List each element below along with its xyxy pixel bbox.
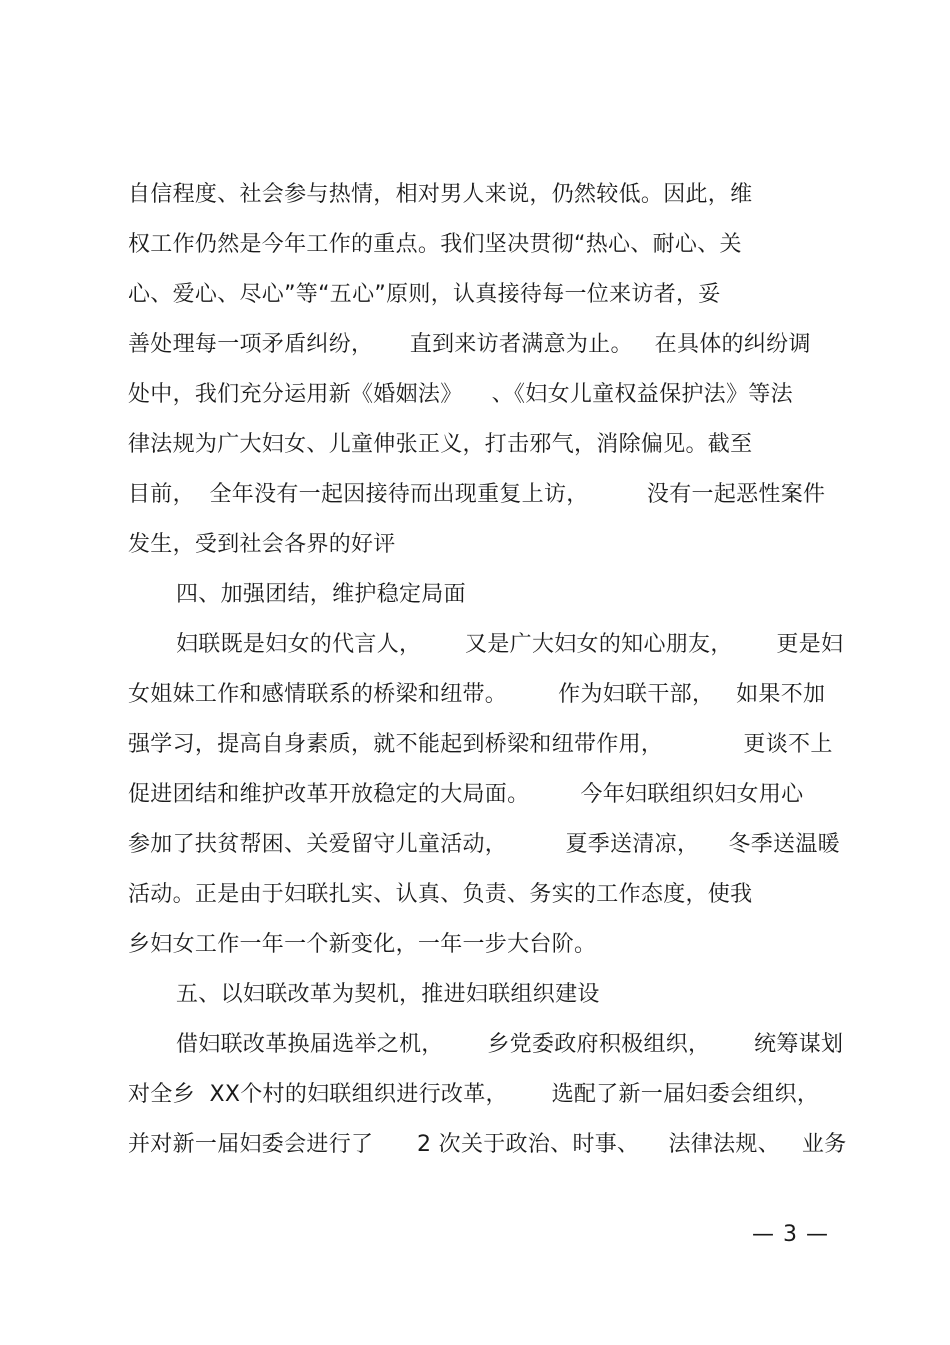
body-text-line: 发生，受到社会各界的好评 xyxy=(128,532,396,557)
body-text-line: 权工作仍然是今年工作的重点。我们坚决贯彻“热心、耐心、关 xyxy=(128,232,742,257)
body-text-line: 自信程度、社会参与热情，相对男人来说，仍然较低。因此，维 xyxy=(128,182,753,207)
page-number: — 3 — xyxy=(752,1222,829,1247)
body-text-line: 借妇联改革换届选举之机， 乡党委政府积极组织， 统筹谋划 xyxy=(176,1032,844,1057)
body-text-line: 促进团结和维护改革开放稳定的大局面。 今年妇联组织妇女用心 xyxy=(128,782,804,807)
section-heading: 五、以妇联改革为契机，推进妇联组织建设 xyxy=(176,982,600,1007)
body-text-line: 参加了扶贫帮困、关爱留守儿童活动， 夏季送清凉， 冬季送温暖 xyxy=(128,832,840,857)
section-heading: 四、加强团结，维护稳定局面 xyxy=(176,582,466,607)
body-text-line: 目前， 全年没有一起因接待而出现重复上访， 没有一起恶性案件 xyxy=(128,482,826,507)
body-text-line: 并对新一届妇委会进行了 2 次关于政治、时事、 法律法规、 业务 xyxy=(128,1132,847,1157)
body-text-line: 强学习，提高自身素质，就不能起到桥梁和纽带作用， 更谈不上 xyxy=(128,732,833,757)
body-text-line: 女姐妹工作和感情联系的桥梁和纽带。 作为妇联干部， 如果不加 xyxy=(128,682,826,707)
body-text-line: 处中，我们充分运用新《婚姻法》 、《妇女儿童权益保护法》等法 xyxy=(128,382,793,407)
body-text-line: 心、爱心、尽心”等“五心”原则，认真接待每一位来访者，妥 xyxy=(128,282,721,307)
body-text-line: 律法规为广大妇女、儿童伸张正义，打击邪气，消除偏见。截至 xyxy=(128,432,753,457)
body-text-line: 活动。正是由于妇联扎实、认真、负责、务实的工作态度，使我 xyxy=(128,882,753,907)
body-text-line: 对全乡 XX个村的妇联组织进行改革， 选配了新一届妇委会组织， xyxy=(128,1082,820,1107)
body-text-line: 妇联既是妇女的代言人， 又是广大妇女的知心朋友， 更是妇 xyxy=(176,632,844,657)
body-text-line: 乡妇女工作一年一个新变化，一年一步大台阶。 xyxy=(128,932,597,957)
body-text-line: 善处理每一项矛盾纠纷， 直到来访者满意为止。 在具体的纠纷调 xyxy=(128,332,811,357)
